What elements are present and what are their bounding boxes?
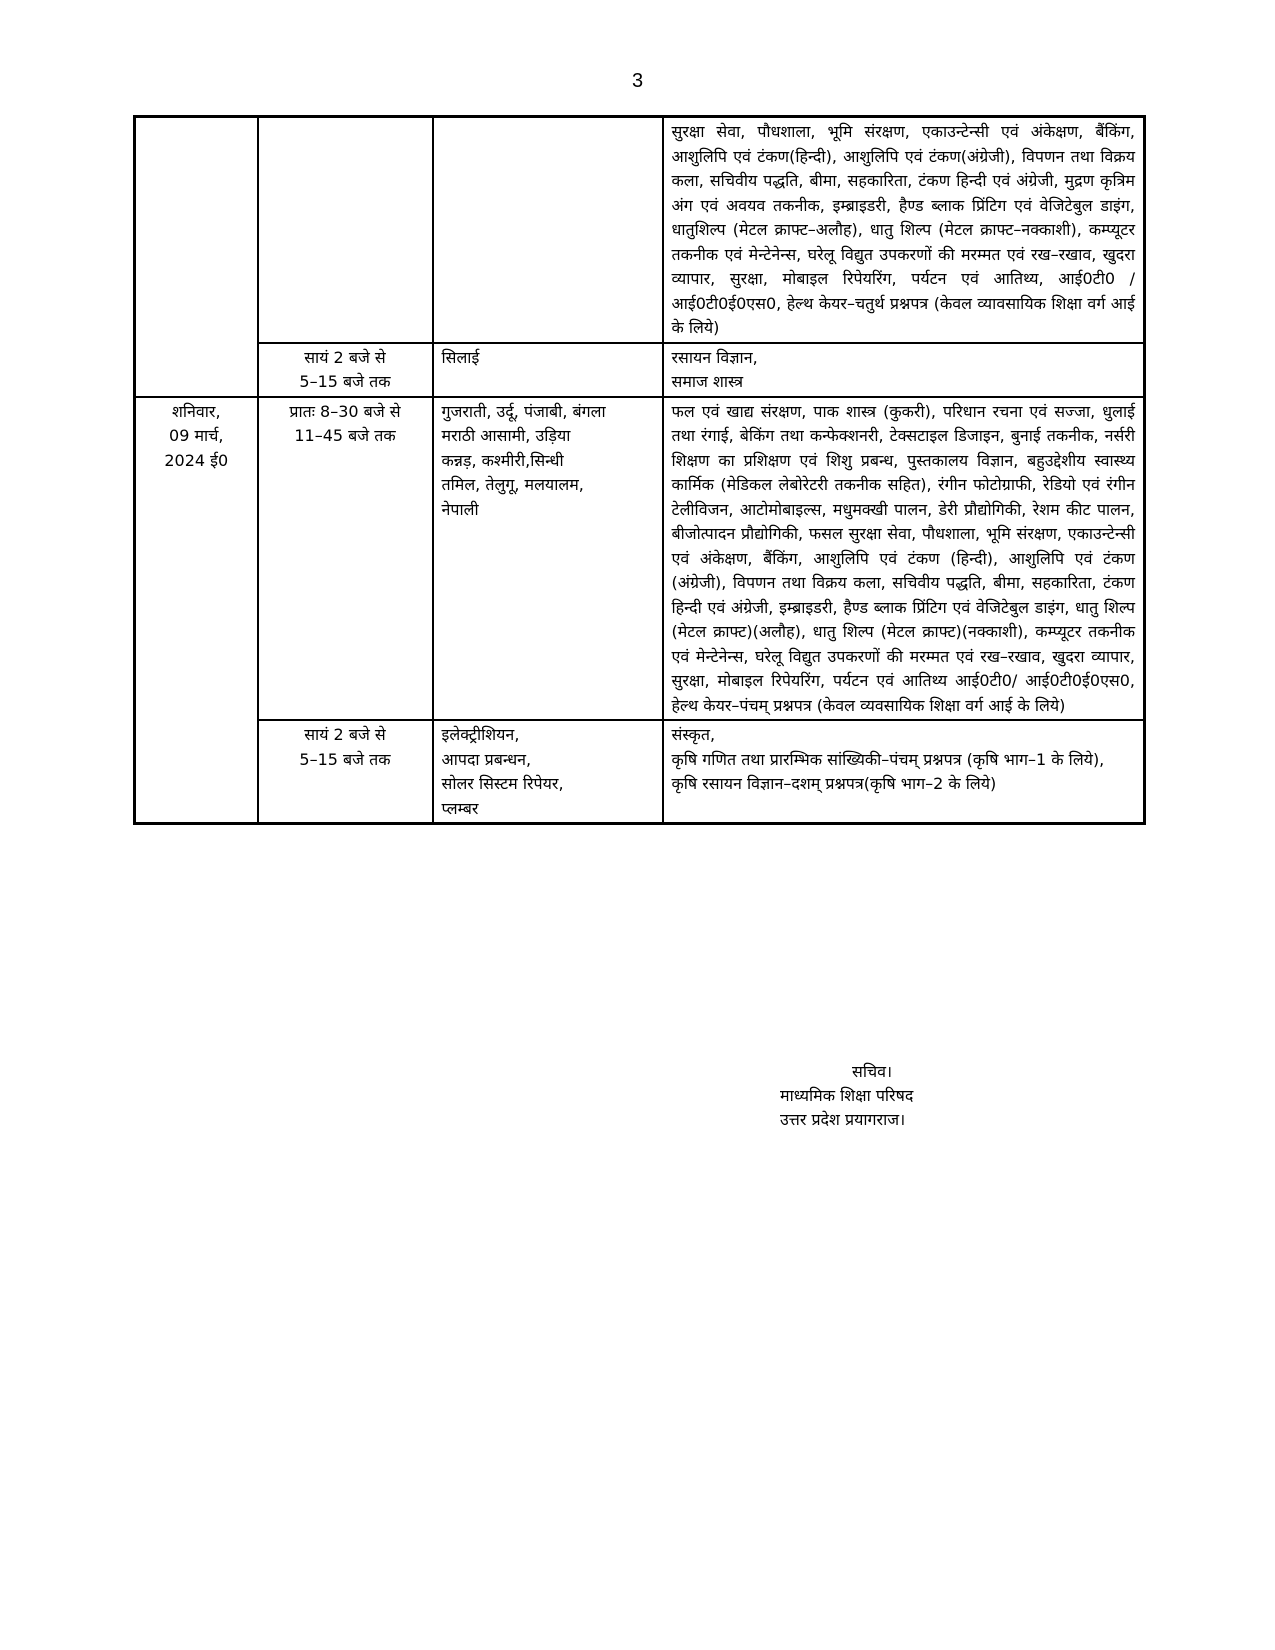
language-item: प्लम्बर [441, 798, 479, 818]
language-item: सोलर सिस्टम रिपेयर, [441, 774, 564, 793]
language-cell [433, 720, 663, 824]
language-item: कन्नड़, कश्मीरी,सिन्धी [441, 450, 564, 470]
signature-office: माध्यमिक शिक्षा परिषद [780, 1086, 914, 1105]
language-item: सिलाई [441, 347, 480, 367]
date-day: शनिवार, [171, 401, 221, 421]
time-cell [258, 720, 433, 824]
table-row [135, 397, 1145, 721]
subject-item: कृषि गणित तथा प्रारम्भिक सांख्यिकी–पंचम् प्रश्नपत्र (कृषि भाग–1 के लिये), [671, 749, 1105, 769]
language-item: आपदा प्रबन्धन, [441, 749, 532, 769]
time-cell [258, 343, 433, 397]
subjects-cell: फल एवं खाद्य संरक्षण, पाक शास्त्र (कुकरी), परिधान रचना एवं सज्जा, धुलाई तथा रंगाई, बेकिंग तथा कन्फेक्शनरी, टेक्सटाइल डिजाइन, बुनाई तकनीक, नर्सरी शिक्षण का प्रशिक्षण एवं शिशु प्रबन्ध, पुस्तकालय विज्ञान, बहुउद्देशीय स्वास्थ्य कार्मिक (मेडिकल लेबोरेटरी तकनीक सहित), रंगीन फोटोग्राफी, रेडियो एवं रंगीन टेलीविजन, आटोमोबाइल्स, मधुमक्खी पालन, डेरी प्रौद्योगिकी, रेशम कीट पालन, बीजोत्पादन प्रौद्योगिकी, फसल सुरक्षा सेवा, पौधशाला, भूमि संरक्षण, एकाउन्टेन्सी एवं अंकेक्षण, बैंकिंग, आशुलिपि एवं टंकण (हिन्दी), आशुलिपि एवं टंकण (अंग्रेजी), विपणन तथा विक्रय कला, सचिवीय पद्धति, बीमा, सहकारिता, टंकण हिन्दी एवं अंग्रेजी, इम्ब्राइडरी, हैण्ड ब्लाक प्रिंटिग एवं वेजिटेबुल डाइंग, धातु शिल्प (मेटल क्राफ्ट)(अलौह), धातु शिल्प (मेटल क्राफ्ट)(नक्काशी), कम्प्यूटर तकनीक एवं मेन्टेनेन्स, घरेलू विद्युत उपकरणों की मरम्मत एवं रख–रखाव, खुदरा व्यापार, सुरक्षा, मोबाइल रिपेयरिंग, पर्यटन एवं आतिथ्य आई0टी0/ आई0टी0ई0एस0, हेल्थ केयर–पंचम् प्रश्नपत्र (केवल व्यवसायिक शिक्षा वर्ग आई के लिये) [663, 397, 1145, 721]
subject-item: कृषि रसायन विज्ञान–दशम् प्रश्नपत्र(कृषि भाग–2 के लिये) [671, 774, 997, 793]
language-item: इलेक्ट्रीशियन, [441, 725, 520, 744]
subjects-cell: सुरक्षा सेवा, पौधशाला, भूमि संरक्षण, एकाउन्टेन्सी एवं अंकेक्षण, बैंकिंग, आशुलिपि एवं टंकण(हिन्दी), आशुलिपि एवं टंकण(अंग्रेजी), विपणन तथा विक्रय कला, सचिवीय पद्धति, बीमा, सहकारिता, टंकण हिन्दी एवं अंग्रेजी, मुद्रण कृत्रिम अंग एवं अवयव तकनीक, इम्ब्राइडरी, हैण्ड ब्लाक प्रिंटिग एवं वेजिटेबुल डाइंग, धातुशिल्प (मेटल क्राफ्ट–अलौह), धातु शिल्प (मेटल क्राफ्ट–नक्काशी), कम्प्यूटर तकनीक एवं मेन्टेनेन्स, घरेलू विद्युत उपकरणों की मरम्मत एवं रख–रखाव, खुदरा व्यापार, सुरक्षा, मोबाइल रिपेयरिंग, पर्यटन एवं आतिथ्य, आई0टी0 /आई0टी0ई0एस0, हेल्थ केयर–चतुर्थ प्रश्नपत्र (केवल व्यावसायिक शिक्षा वर्ग आई के लिये) [663, 117, 1145, 343]
table-row [135, 117, 1145, 343]
language-cell-empty [433, 117, 663, 343]
subject-item: समाज शास्त्र [671, 372, 744, 391]
language-cell [433, 343, 663, 397]
subject-item: संस्कृत, [671, 725, 716, 744]
date-day-month: 09 मार्च, [169, 426, 224, 445]
subject-item: रसायन विज्ञान, [671, 347, 758, 367]
time-end: 5–15 बजे तक [299, 749, 391, 769]
signature-location: उत्तर प्रदेश प्रयागराज। [780, 1110, 906, 1129]
signature-block [780, 1060, 913, 1132]
time-start: सायं 2 बजे से [304, 725, 386, 744]
subjects-cell [663, 720, 1145, 824]
time-cell-empty [258, 117, 433, 343]
language-item: नेपाली [441, 499, 479, 519]
time-end: 5–15 बजे तक [299, 372, 391, 391]
date-year: 2024 ई0 [164, 450, 229, 470]
time-cell [258, 397, 433, 721]
language-item: मराठी आसामी, उड़िया [441, 426, 571, 445]
language-cell [433, 397, 663, 721]
table-row [135, 343, 1145, 397]
language-item: गुजराती, उर्दू, पंजाबी, बंगला [441, 401, 606, 421]
language-item: तमिल, तेलुगू, मलयालम, [441, 475, 584, 494]
date-cell-empty [135, 117, 258, 397]
time-start: सायं 2 बजे से [304, 347, 386, 367]
exam-schedule-table [133, 115, 1146, 825]
table-row [135, 720, 1145, 824]
time-end: 11–45 बजे तक [294, 426, 396, 445]
date-cell [135, 397, 258, 824]
page-number: 3 [631, 70, 644, 92]
time-start: प्रातः 8–30 बजे से [289, 401, 401, 421]
signature-title: सचिव। [852, 1062, 893, 1081]
subjects-cell [663, 343, 1145, 397]
